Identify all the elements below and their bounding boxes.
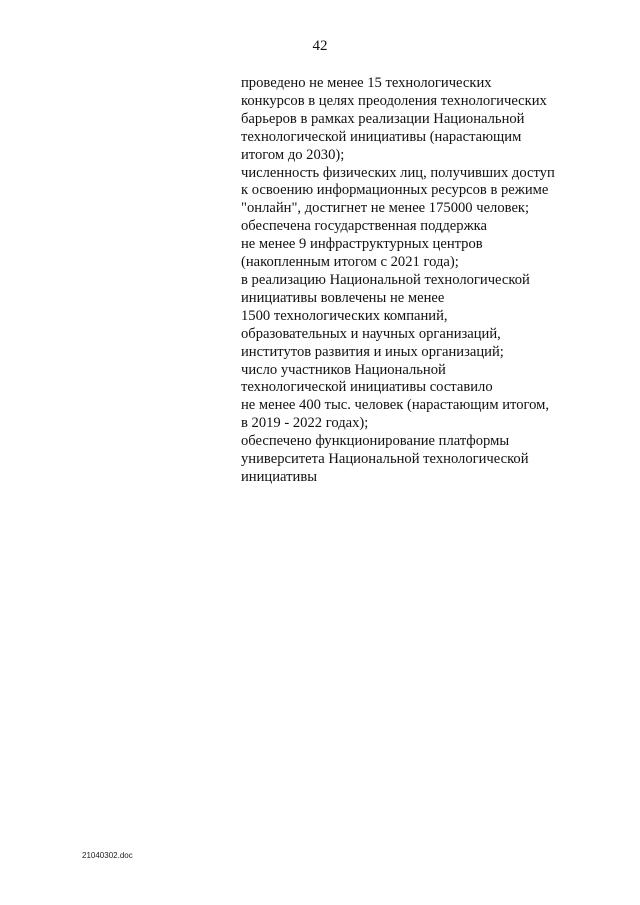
text-line: "онлайн", достигнет не менее 175000 человек;	[241, 200, 530, 217]
text-line: образовательных и научных организаций,	[241, 325, 501, 342]
text-line: обеспечена государственная поддержка	[241, 218, 488, 235]
text-line: (накопленным итогом с 2021 года);	[241, 254, 459, 271]
page-number: 42	[312, 38, 328, 54]
text-line: проведено не менее 15 технологических	[241, 75, 492, 91]
text-line: конкурсов в целях преодоления технологических	[241, 92, 547, 109]
text-line: университета Национальной технологической	[241, 451, 529, 468]
text-line: не менее 400 тыс. человек (нарастающим итогом,	[241, 397, 550, 414]
text-line: инициативы вовлечены не менее	[241, 289, 445, 306]
text-line: к освоению информационных ресурсов в режиме	[241, 182, 549, 199]
text-line: численность физических лиц, получивших доступ	[241, 164, 555, 181]
document-code: 21040302.doc	[82, 851, 133, 860]
text-line: не менее 9 инфраструктурных центров	[241, 236, 483, 253]
text-line: итогом до 2030);	[241, 146, 345, 163]
text-line: технологической инициативы составило	[241, 379, 493, 396]
text-line: обеспечено функционирование платформы	[241, 433, 510, 450]
text-line: в реализацию Национальной технологической	[241, 271, 530, 288]
text-line: институтов развития и иных организаций;	[241, 343, 504, 360]
text-line: инициативы	[241, 468, 318, 485]
text-line: технологической инициативы (нарастающим	[241, 128, 522, 145]
text-line: в 2019 - 2022 годах);	[241, 415, 369, 432]
text-line: 1500 технологических компаний,	[241, 307, 448, 324]
text-line: число участников Национальной	[241, 361, 446, 378]
text-line: барьеров в рамках реализации Национальной	[241, 110, 525, 127]
body-text	[241, 75, 581, 487]
